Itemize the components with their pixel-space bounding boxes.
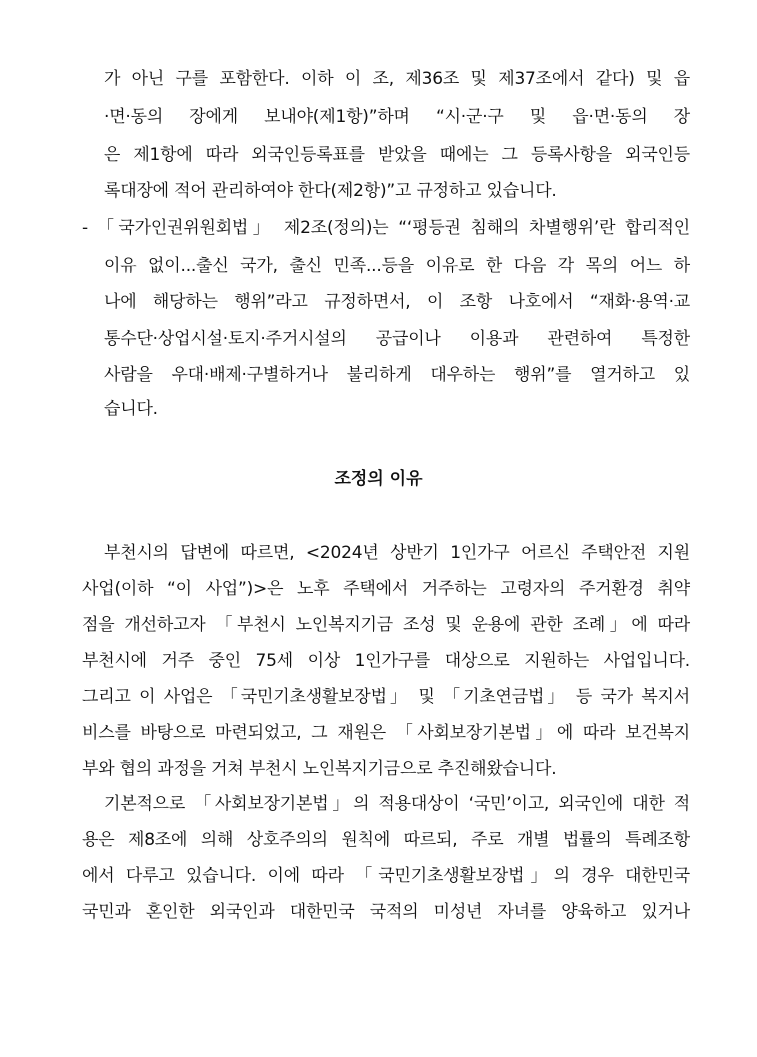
paragraph-line: 가 아닌 구를 포함한다. 이하 이 조, 제36조 및 제37조에서 같다) 및 읍 [104, 69, 690, 89]
section-heading: 조정의 이유 [334, 469, 423, 489]
bullet-dash: - [82, 218, 89, 238]
bullet-line: 사람을 우대·배제·구별하거나 불리하게 대우하는 행위”를 열거하고 있 [104, 365, 690, 385]
paragraph-line: 록대장에 적어 관리하여야 한다(제2항)”고 규정하고 있습니다. [104, 181, 557, 201]
paragraph-line: 기본적으로 「사회보장기본법」의 적용대상이 ‘국민’이고, 외국인에 대한 적 [104, 794, 690, 814]
paragraph-line: 부천시에 거주 중인 75세 이상 1인가구를 대상으로 지원하는 사업입니다. [82, 651, 690, 671]
bullet-line: 나에 해당하는 행위”라고 규정하면서, 이 조항 나호에서 “재화·용역·교 [104, 292, 690, 312]
bullet-line: 통수단·상업시설·토지·주거시설의 공급이나 이용과 관련하여 특정한 [104, 329, 690, 349]
paragraph-line: 은 제1항에 따라 외국인등록표를 받았을 때에는 그 등록사항을 외국인등 [104, 145, 690, 165]
paragraph-line: 부천시의 답변에 따르면, <2024년 상반기 1인가구 어르신 주택안전 지원 [104, 543, 690, 563]
paragraph-line: 점을 개선하고자 「부천시 노인복지기금 조성 및 운용에 관한 조례」에 따라 [82, 615, 690, 635]
paragraph-line: 부와 협의 과정을 거쳐 부천시 노인복지기금으로 추진해왔습니다. [82, 759, 557, 779]
paragraph-line: 용은 제8조에 의해 상호주의의 원칙에 따르되, 주로 개별 법률의 특례조항 [82, 830, 690, 850]
bullet-line: 「국가인권위원회법」 제2조(정의)는 “‘평등권 침해의 차별행위’란 합리적인 [97, 218, 690, 238]
paragraph-line: 에서 다루고 있습니다. 이에 따라 「국민기초생활보장법」의 경우 대한민국 [82, 866, 690, 886]
bullet-line: 습니다. [104, 399, 158, 419]
bullet-line: 이유 없이...출신 국가, 출신 민족...등을 이유로 한 다음 각 목의 어느 하 [104, 256, 690, 276]
paragraph-line: ·면·동의 장에게 보내야(제1항)”하며 “시·군·구 및 읍·면·동의 장 [104, 107, 690, 127]
paragraph-line: 사업(이하 “이 사업”)>은 노후 주택에서 거주하는 고령자의 주거환경 취약 [82, 579, 690, 599]
paragraph-line: 비스를 바탕으로 마련되었고, 그 재원은 「사회보장기본법」에 따라 보건복지 [82, 723, 690, 743]
paragraph-line: 국민과 혼인한 외국인과 대한민국 국적의 미성년 자녀를 양육하고 있거나 [82, 902, 690, 922]
paragraph-line: 그리고 이 사업은 「국민기초생활보장법」 및 「기초연금법」 등 국가 복지서 [82, 687, 690, 707]
